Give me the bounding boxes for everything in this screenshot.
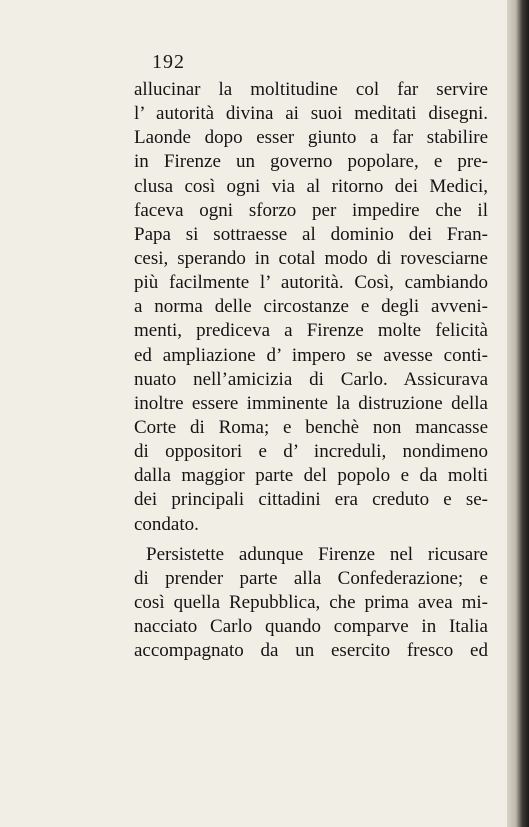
text-line: Corte di Roma; e benchè non mancasse <box>134 416 488 438</box>
paragraph-2 <box>134 543 488 664</box>
page-edge <box>507 0 529 827</box>
text-line: accompagnato da un esercito fresco ed <box>134 640 488 662</box>
text-line: in Firenze un governo popolare, e pre- <box>134 151 488 173</box>
text-line: dei principali cittadini era creduto e se- <box>134 489 488 511</box>
text-line: nacciato Carlo quando comparve in Italia <box>134 616 488 638</box>
page-number: 192 <box>152 51 185 73</box>
text-line: l’ autorità divina ai suoi meditati disegni. <box>134 103 488 125</box>
text-line: ed ampliazione d’ impero se avesse conti- <box>134 344 488 366</box>
text-line: cesi, sperando in cotal modo di rovesciarne <box>134 247 488 269</box>
text-line: Laonde dopo esser giunto a far stabilire <box>134 127 488 149</box>
text-line: nuato nell’amicizia di Carlo. Assicurava <box>134 368 488 390</box>
text-line: faceva ogni sforzo per impedire che il <box>134 199 488 221</box>
body-text <box>134 78 488 663</box>
text-line: Papa si sottraesse al dominio dei Fran- <box>134 223 488 245</box>
text-line: Persistette adunque Firenze nel ricusare <box>146 543 488 565</box>
text-line: inoltre essere imminente la distruzione della <box>134 392 488 414</box>
text-line: di prender parte alla Confederazione; e <box>134 567 488 589</box>
text-line: menti, prediceva a Firenze molte felicità <box>134 320 488 342</box>
text-line: così quella Repubblica, che prima avea mi- <box>134 591 488 613</box>
paragraph-1 <box>134 78 488 537</box>
text-line: a norma delle circostanze e degli avveni- <box>134 296 488 318</box>
text-line: di oppositori e d’ increduli, nondimeno <box>134 441 488 463</box>
text-line: dalla maggior parte del popolo e da molti <box>134 465 488 487</box>
text-line: allucinar la moltitudine col far servire <box>134 79 488 100</box>
text-line: clusa così ogni via al ritorno dei Medici, <box>134 175 488 197</box>
text-line: più facilmente l’ autorità. Così, cambiando <box>134 272 488 294</box>
text-line: condato. <box>134 513 199 535</box>
